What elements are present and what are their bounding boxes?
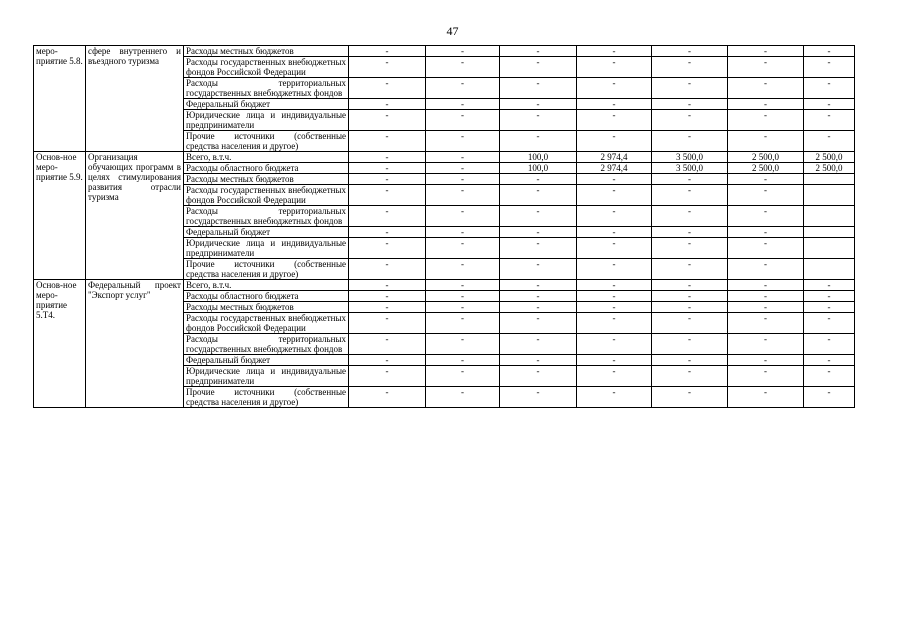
funding-source-cell: Юридические лица и индивидуальные предприниматели <box>184 366 349 387</box>
value-cell: - <box>577 206 652 227</box>
value-cell <box>804 185 855 206</box>
value-cell: - <box>728 174 804 185</box>
value-cell: - <box>426 366 500 387</box>
value-cell: - <box>728 227 804 238</box>
value-cell: - <box>349 366 426 387</box>
value-cell: 3 500,0 <box>652 152 728 163</box>
value-cell: - <box>728 366 804 387</box>
value-cell: - <box>577 291 652 302</box>
value-cell <box>804 238 855 259</box>
value-cell: - <box>349 185 426 206</box>
value-cell: - <box>349 99 426 110</box>
value-cell: - <box>577 78 652 99</box>
page-number: 47 <box>446 24 459 38</box>
value-cell: - <box>500 355 577 366</box>
value-cell: - <box>500 46 577 57</box>
value-cell: - <box>804 313 855 334</box>
value-cell: - <box>426 387 500 408</box>
value-cell: - <box>426 78 500 99</box>
funding-source-cell: Расходы местных бюджетов <box>184 302 349 313</box>
value-cell: - <box>349 238 426 259</box>
value-cell: - <box>426 334 500 355</box>
value-cell: - <box>500 227 577 238</box>
value-cell: - <box>652 302 728 313</box>
value-cell: - <box>577 57 652 78</box>
value-cell: - <box>426 302 500 313</box>
value-cell: - <box>426 163 500 174</box>
value-cell: - <box>500 110 577 131</box>
value-cell: - <box>426 174 500 185</box>
value-cell: 2 974,4 <box>577 163 652 174</box>
value-cell: - <box>500 185 577 206</box>
value-cell: - <box>426 259 500 280</box>
value-cell: - <box>577 238 652 259</box>
value-cell: - <box>652 185 728 206</box>
value-cell: - <box>426 110 500 131</box>
value-cell: - <box>652 334 728 355</box>
value-cell: - <box>804 78 855 99</box>
table-row <box>34 46 855 57</box>
value-cell: - <box>804 57 855 78</box>
funding-source-cell: Расходы территориальных государственных внебюджетных фондов <box>184 334 349 355</box>
value-cell: 2 500,0 <box>804 152 855 163</box>
activity-name-cell: сфере внутреннего и въездного туризма <box>86 46 184 152</box>
value-cell: - <box>577 99 652 110</box>
value-cell: - <box>500 174 577 185</box>
value-cell: - <box>426 280 500 291</box>
value-cell <box>804 227 855 238</box>
value-cell: - <box>426 227 500 238</box>
value-cell: - <box>577 185 652 206</box>
value-cell: - <box>426 206 500 227</box>
value-cell: - <box>728 313 804 334</box>
value-cell: - <box>577 46 652 57</box>
value-cell: - <box>500 259 577 280</box>
value-cell: - <box>804 366 855 387</box>
value-cell: - <box>349 163 426 174</box>
value-cell: - <box>728 259 804 280</box>
value-cell: - <box>349 334 426 355</box>
value-cell: - <box>426 131 500 152</box>
value-cell: - <box>426 46 500 57</box>
value-cell: - <box>349 387 426 408</box>
funding-source-cell: Расходы местных бюджетов <box>184 46 349 57</box>
value-cell: - <box>577 387 652 408</box>
value-cell: - <box>500 57 577 78</box>
value-cell: - <box>652 227 728 238</box>
funding-source-cell: Расходы областного бюджета <box>184 291 349 302</box>
value-cell: - <box>577 313 652 334</box>
value-cell: - <box>426 152 500 163</box>
funding-source-cell: Расходы областного бюджета <box>184 163 349 174</box>
value-cell: - <box>349 259 426 280</box>
value-cell: - <box>577 131 652 152</box>
value-cell: - <box>349 355 426 366</box>
value-cell: - <box>804 355 855 366</box>
value-cell: - <box>500 131 577 152</box>
activity-name-cell: Организация обучающих программ в целях стимулирования развития отрасли туризма <box>86 152 184 280</box>
value-cell: - <box>426 313 500 334</box>
value-cell: - <box>652 238 728 259</box>
funding-source-cell: Расходы местных бюджетов <box>184 174 349 185</box>
value-cell: - <box>652 78 728 99</box>
funding-source-cell: Расходы государственных внебюджетных фондов Российской Федерации <box>184 57 349 78</box>
value-cell: - <box>500 366 577 387</box>
value-cell: - <box>652 99 728 110</box>
value-cell: - <box>500 313 577 334</box>
activity-name-cell: Федеральный проект "Экспорт услуг" <box>86 280 184 408</box>
value-cell: - <box>500 206 577 227</box>
value-cell: - <box>349 57 426 78</box>
value-cell: - <box>500 334 577 355</box>
value-cell: - <box>652 355 728 366</box>
value-cell: 2 500,0 <box>728 163 804 174</box>
value-cell: - <box>500 280 577 291</box>
value-cell: - <box>804 46 855 57</box>
funding-source-cell: Всего, в.т.ч. <box>184 280 349 291</box>
activity-cell: Основ-ное меро-приятие 5.9. <box>34 152 86 280</box>
budget-table <box>33 45 855 408</box>
value-cell: - <box>728 387 804 408</box>
funding-source-cell: Расходы государственных внебюджетных фондов Российской Федерации <box>184 313 349 334</box>
value-cell: - <box>349 110 426 131</box>
value-cell <box>804 259 855 280</box>
value-cell: - <box>728 206 804 227</box>
value-cell: - <box>804 110 855 131</box>
value-cell: - <box>577 227 652 238</box>
value-cell: - <box>728 280 804 291</box>
value-cell: - <box>652 131 728 152</box>
value-cell: - <box>728 185 804 206</box>
value-cell: - <box>426 355 500 366</box>
value-cell: - <box>349 313 426 334</box>
value-cell: - <box>728 46 804 57</box>
value-cell: 2 500,0 <box>804 163 855 174</box>
value-cell: - <box>426 57 500 78</box>
funding-source-cell: Всего, в.т.ч. <box>184 152 349 163</box>
value-cell: - <box>728 355 804 366</box>
value-cell: - <box>652 387 728 408</box>
value-cell: - <box>349 174 426 185</box>
value-cell: - <box>804 131 855 152</box>
value-cell: - <box>349 78 426 99</box>
value-cell: - <box>728 131 804 152</box>
value-cell: - <box>728 99 804 110</box>
value-cell: - <box>804 334 855 355</box>
funding-source-cell: Прочие источники (собственные средства населения и другое) <box>184 387 349 408</box>
value-cell: - <box>349 152 426 163</box>
funding-source-cell: Расходы территориальных государственных внебюджетных фондов <box>184 206 349 227</box>
value-cell: - <box>577 366 652 387</box>
value-cell: - <box>728 334 804 355</box>
value-cell: - <box>500 78 577 99</box>
value-cell: - <box>426 238 500 259</box>
table-row <box>34 280 855 291</box>
table-row <box>34 152 855 163</box>
table-body <box>34 46 855 408</box>
value-cell: - <box>652 291 728 302</box>
value-cell: - <box>500 291 577 302</box>
value-cell: - <box>349 280 426 291</box>
value-cell: - <box>426 291 500 302</box>
value-cell: - <box>804 291 855 302</box>
value-cell: - <box>652 280 728 291</box>
value-cell: - <box>577 174 652 185</box>
value-cell: 100,0 <box>500 152 577 163</box>
value-cell: - <box>349 131 426 152</box>
value-cell: - <box>728 110 804 131</box>
funding-source-cell: Федеральный бюджет <box>184 355 349 366</box>
value-cell: - <box>500 302 577 313</box>
value-cell: - <box>577 355 652 366</box>
value-cell: - <box>652 313 728 334</box>
value-cell: - <box>652 174 728 185</box>
value-cell: - <box>652 366 728 387</box>
value-cell: - <box>500 387 577 408</box>
value-cell: - <box>349 291 426 302</box>
value-cell: - <box>577 302 652 313</box>
value-cell: - <box>728 302 804 313</box>
value-cell: - <box>577 334 652 355</box>
value-cell: 2 500,0 <box>728 152 804 163</box>
funding-source-cell: Прочие источники (собственные средства населения и другое) <box>184 131 349 152</box>
value-cell: - <box>728 291 804 302</box>
value-cell: - <box>804 99 855 110</box>
value-cell: - <box>500 238 577 259</box>
value-cell: 2 974,4 <box>577 152 652 163</box>
value-cell: - <box>804 280 855 291</box>
value-cell: - <box>728 238 804 259</box>
value-cell: 3 500,0 <box>652 163 728 174</box>
value-cell: - <box>728 78 804 99</box>
value-cell: - <box>577 280 652 291</box>
value-cell: - <box>804 387 855 408</box>
activity-cell: Основ-ное меро-приятие 5.Т4. <box>34 280 86 408</box>
funding-source-cell: Расходы государственных внебюджетных фондов Российской Федерации <box>184 185 349 206</box>
value-cell: - <box>426 185 500 206</box>
value-cell: 100,0 <box>500 163 577 174</box>
value-cell: - <box>349 227 426 238</box>
funding-source-cell: Прочие источники (собственные средства населения и другое) <box>184 259 349 280</box>
value-cell: - <box>349 302 426 313</box>
value-cell <box>804 206 855 227</box>
value-cell: - <box>652 206 728 227</box>
value-cell: - <box>349 46 426 57</box>
value-cell: - <box>349 206 426 227</box>
value-cell: - <box>652 57 728 78</box>
funding-source-cell: Федеральный бюджет <box>184 99 349 110</box>
value-cell <box>804 174 855 185</box>
value-cell: - <box>728 57 804 78</box>
value-cell: - <box>577 259 652 280</box>
value-cell: - <box>500 99 577 110</box>
value-cell: - <box>652 46 728 57</box>
activity-cell: меро-приятие 5.8. <box>34 46 86 152</box>
value-cell: - <box>652 259 728 280</box>
value-cell: - <box>577 110 652 131</box>
funding-source-cell: Федеральный бюджет <box>184 227 349 238</box>
funding-source-cell: Юридические лица и индивидуальные предприниматели <box>184 110 349 131</box>
funding-source-cell: Юридические лица и индивидуальные предприниматели <box>184 238 349 259</box>
value-cell: - <box>652 110 728 131</box>
value-cell: - <box>804 302 855 313</box>
funding-source-cell: Расходы территориальных государственных внебюджетных фондов <box>184 78 349 99</box>
value-cell: - <box>426 99 500 110</box>
